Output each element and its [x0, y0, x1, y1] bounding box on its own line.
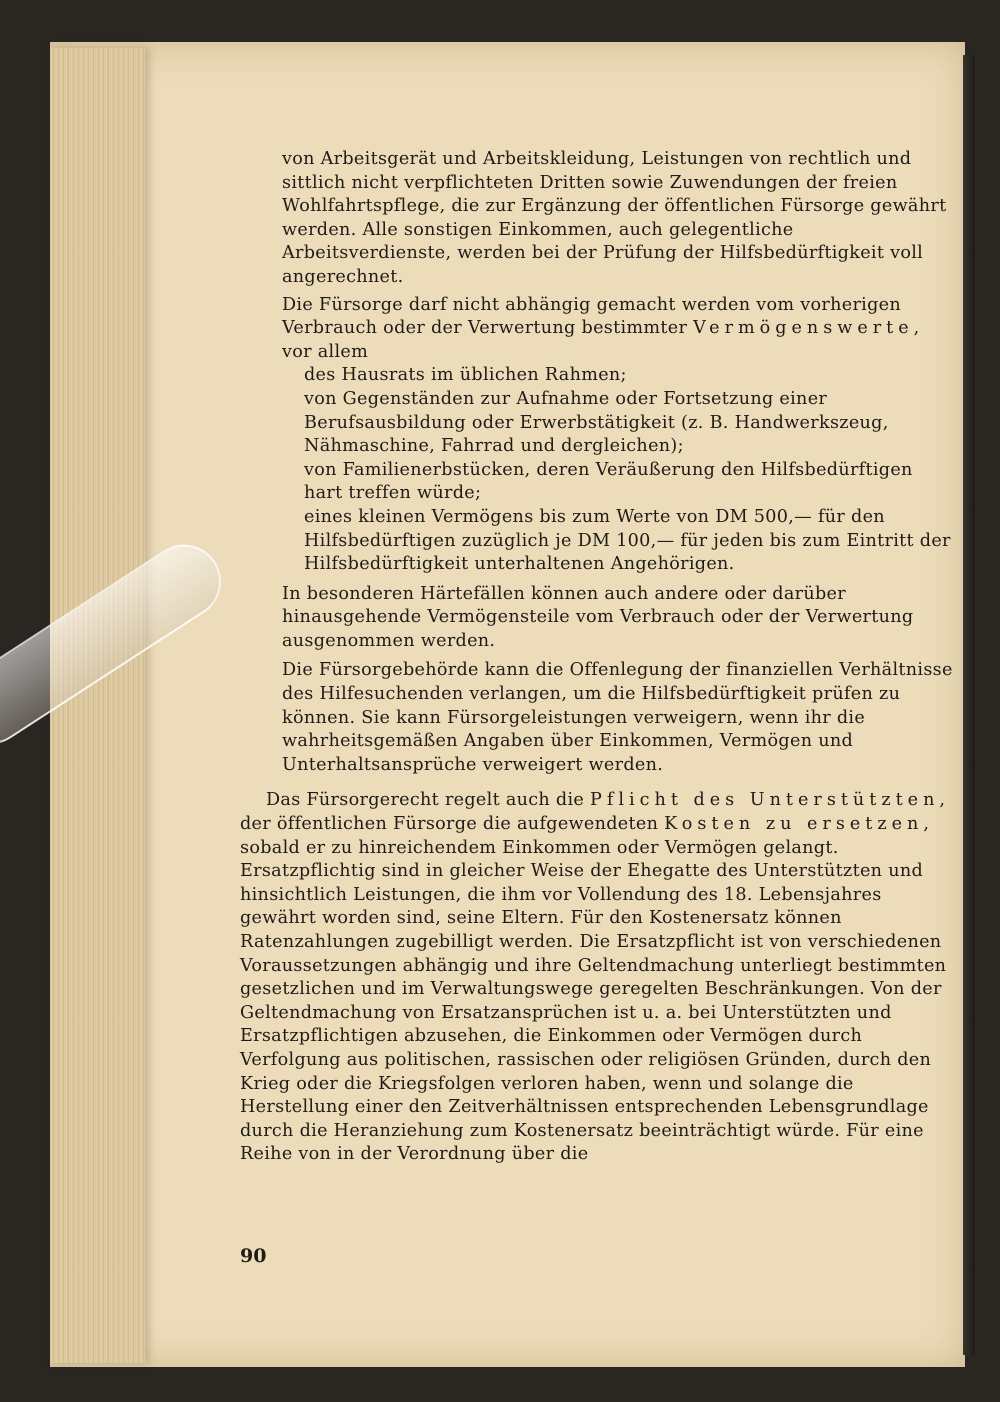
text-span: , der öffentlichen Fürsorge die aufgewendeten [240, 790, 946, 835]
page-number: 90 [240, 1245, 267, 1267]
emphasis-text: Kosten zu ersetzen [664, 814, 924, 835]
text-span: , sobald er zu hinreichendem Einkommen oder Vermögen gelangt. Ersatzpflichtig sind in gleicher Weise der Ehegatte des Unterstützten und hinsichtlich Leistungen, die ihm vor Vollendung des 18. Lebensjahres gewährt worden sind, seine Eltern. Für den Kostenersatz können Ratenzahlungen zugebilligt werden. Die Ersatzpflicht ist von verschiedenen Voraussetzungen abhängig und ihre Geltendmachung unterliegt bestimmten gesetzlichen und im Verwaltungswege geregelten Beschränkungen. Von der Geltendmachung von Ersatzansprüchen ist u. a. bei Unterstützten und Ersatzpflichtigen abzusehen, die Einkommen oder Vermögen durch Verfolgung aus politischen, rassischen oder religiösen Gründen, durch den Krieg oder die Kriegsfolgen verloren haben, wenn und solange die Herstellung einer den Zeitverhältnissen entsprechenden Lebensgrundlage durch die Heranziehung zum Kostenersatz beeinträchtigt würde. Für eine Reihe von in der Verordnung über die [240, 814, 947, 1165]
list-item: des Hausrats im üblichen Rahmen; [304, 365, 627, 386]
text-span: Das Fürsorgerecht regelt auch die [266, 790, 591, 811]
text-span: Die Fürsorge darf nicht abhängig gemacht werden vom vorherigen Verbrauch oder der Verwertung bestimmter [282, 294, 902, 339]
body-text [240, 148, 955, 1167]
paragraph-reimbursement [240, 789, 955, 1167]
page-edges [50, 48, 145, 1363]
emphasis-text: Vermögenswerte [693, 318, 914, 339]
book-spine-edge [963, 55, 975, 1355]
list-item: eines kleinen Vermögens bis zum Werte von DM 500,— für den Hilfsbedürftigen zuzüglich je DM 100,— für jeden bis zum Eintritt der Hilfsbedürftigkeit unterhaltenen Angehörigen. [304, 506, 951, 575]
emphasis-text: Pflicht des Unterstützten [590, 790, 940, 811]
paragraph-hardship: In besonderen Härtefällen können auch andere oder darüber hinausgehende Vermögensteile vom Verbrauch oder der Verwertung ausgenommen werden. [282, 583, 914, 651]
paragraph-income: von Arbeitsgerät und Arbeitskleidung, Leistungen von rechtlich und sittlich nicht verpflichteten Dritten sowie Zuwendungen der freien Wohlfahrtspflege, die zur Ergänzung der öffentlichen Fürsorge gewährt werden. Alle sonstigen Einkommen, auch gelegentliche Arbeitsverdienste, werden bei der Prüfung der Hilfsbedürftigkeit voll angerechnet. [282, 149, 947, 287]
text-span: , vor allem [282, 318, 920, 362]
list-item: von Gegenständen zur Aufnahme oder Fortsetzung einer Berufsausbildung oder Erwerbstätigkeit (z. B. Handwerkszeug, Nähmaschine, Fahrrad und dergleichen); [304, 388, 889, 457]
list-item: von Familienerbstücken, deren Veräußerung den Hilfsbedürftigen hart treffen würde; [304, 459, 913, 504]
paragraph-disclosure: Die Fürsorgebehörde kann die Offenlegung der finanziellen Verhältnisse des Hilfesuchenden verlangen, um die Hilfsbedürftigkeit prüfen zu können. Sie kann Fürsorgeleistungen verweigern, wenn ihr die wahrheitsgemäßen Angaben über Einkommen, Vermögen und Unterhaltsansprüche verweigert werden. [282, 660, 953, 775]
paragraph-assets [240, 294, 955, 365]
